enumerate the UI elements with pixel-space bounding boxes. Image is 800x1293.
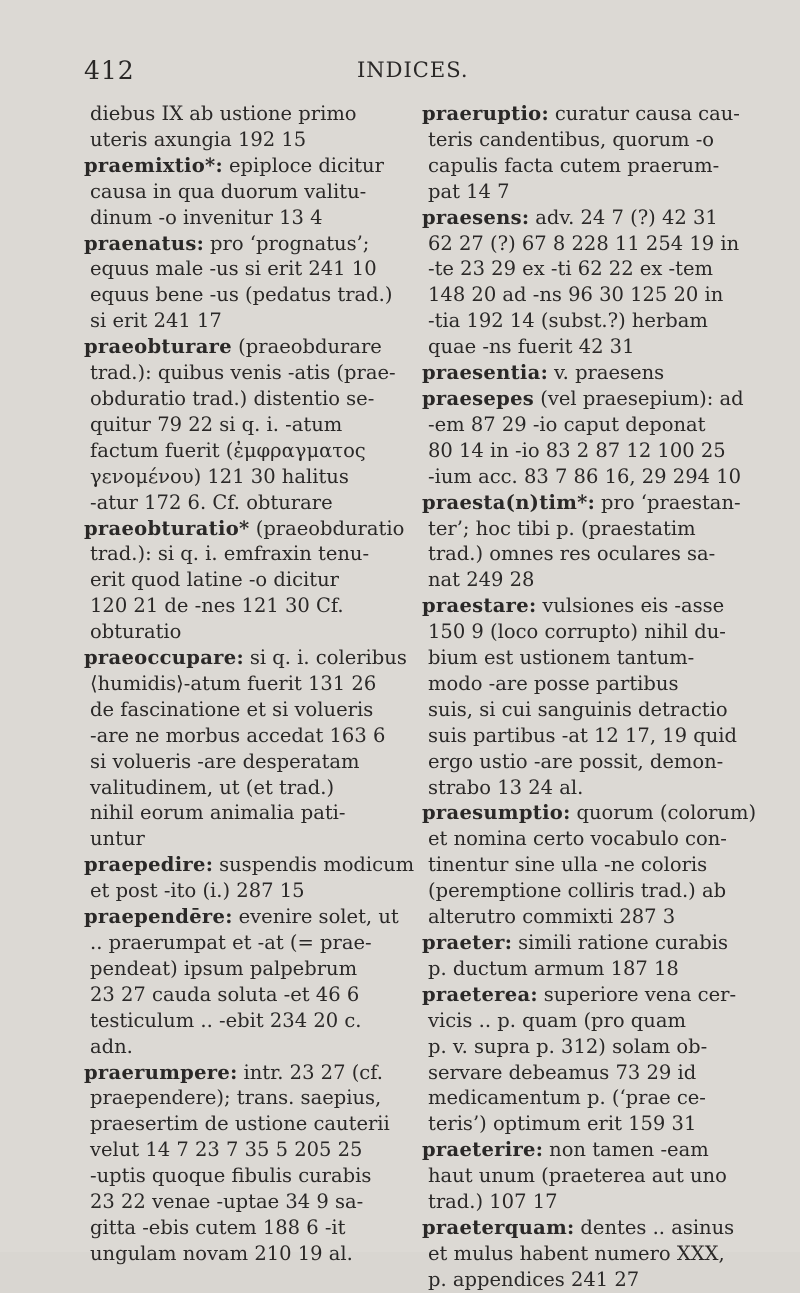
right-column xyxy=(422,101,757,1293)
entry-line: pat 14 7 xyxy=(428,179,510,203)
index-entry xyxy=(422,490,744,594)
entry-separator: : xyxy=(521,205,530,229)
index-entry xyxy=(422,360,744,386)
entry-line: de fascinatione et si volueris xyxy=(90,697,374,721)
entry-line: dinum -o invenitur 13 4 xyxy=(90,205,323,229)
entry-line: si erit 241 17 xyxy=(90,309,222,333)
entry-first-line xyxy=(84,516,405,542)
entry-headword: praeterquam xyxy=(422,1215,568,1239)
entry-separator: : xyxy=(567,1215,575,1239)
page-number: 412 xyxy=(84,56,135,85)
entry-first-line xyxy=(84,153,384,179)
entry-first-line xyxy=(84,852,415,878)
index-entry xyxy=(422,101,744,205)
entry-headword: praemixtio* xyxy=(84,153,216,177)
entry-first-line xyxy=(84,645,407,671)
entry-separator: : xyxy=(205,853,213,877)
entry-first-text: vulsiones eis -asse xyxy=(536,594,725,618)
entry-headword: praerumpere xyxy=(84,1060,231,1084)
entry-line: untur xyxy=(90,827,145,851)
entry-line: 62 27 (?) 67 8 228 11 254 19 in xyxy=(428,231,740,255)
entry-separator: : xyxy=(236,646,244,670)
entry-first-line xyxy=(422,490,744,516)
entry-line: et mulus habent numero XXX, xyxy=(428,1241,725,1265)
entry-first-text: (praeobduratio xyxy=(249,516,405,540)
entry-first-text: pro ‘prognatus’; xyxy=(203,231,370,255)
entry-headword: praenatus xyxy=(84,231,197,255)
entry-line: strabo 13 24 al. xyxy=(428,775,584,799)
entry-line: obduratio trad.) distentio se- xyxy=(90,386,375,410)
entry-line: (peremptione colliris trad.) ab xyxy=(428,879,727,903)
entry-headword: praeterire xyxy=(422,1138,536,1162)
entry-first-text: pro ‘praestan- xyxy=(594,490,741,514)
entry-line: .. praerumpat et -at (= prae- xyxy=(90,931,372,954)
entry-headword: praeterea xyxy=(422,982,531,1006)
entry-line: vicis .. p. quam (pro quam xyxy=(428,1008,686,1032)
index-entry xyxy=(84,645,407,852)
entry-separator: : xyxy=(563,801,571,825)
entry-line: causa in qua duorum valitu- xyxy=(90,179,367,203)
entry-line: ter’; hoc tibi p. (praestatim xyxy=(428,516,696,540)
entry-separator: : xyxy=(215,153,223,177)
entry-separator: : xyxy=(541,102,549,125)
entry-first-text: intr. 23 27 (cf. xyxy=(237,1060,383,1084)
entry-first-text: dentes .. asinus xyxy=(574,1215,735,1239)
entry-line: tinentur sine ulla -ne coloris xyxy=(428,853,708,877)
entry-line: nihil eorum animalia pati- xyxy=(90,801,346,825)
entry-first-text: non tamen -eam xyxy=(542,1138,709,1162)
entry-headword: praependēre xyxy=(84,905,226,929)
entry-line: valitudinem, ut (et trad.) xyxy=(90,775,335,799)
entry-line: quitur 79 22 si q. i. -atum xyxy=(90,412,343,436)
entry-separator: : xyxy=(540,361,548,385)
index-entry xyxy=(422,1215,744,1293)
entry-first-line xyxy=(422,930,744,956)
entry-line: 80 14 in -io 83 2 87 12 100 25 xyxy=(428,438,726,462)
entry-first-text: simili ratione curabis xyxy=(511,931,729,954)
entry-line: pendeat) ipsum palpebrum xyxy=(90,956,358,980)
entry-first-text: evenire solet, ut xyxy=(232,905,399,929)
entry-first-line xyxy=(84,334,382,360)
entry-line: bium est ustionem tantum- xyxy=(428,646,695,670)
entry-first-text: v. praesens xyxy=(547,361,665,385)
entry-headword: praestare xyxy=(422,594,529,618)
entry-line: 148 20 ad -ns 96 30 125 20 in xyxy=(428,283,724,307)
entry-first-line xyxy=(84,231,378,257)
entry-line: adn. xyxy=(90,1034,133,1058)
entry-line: 150 9 (loco corrupto) nihil du- xyxy=(428,620,726,644)
entry-line: et post -ito (i.) 287 15 xyxy=(90,879,305,903)
entry-line: servare debeamus 73 29 id xyxy=(428,1060,697,1084)
index-entry xyxy=(90,101,378,153)
index-entry xyxy=(84,153,384,231)
left-column xyxy=(84,101,415,1267)
entry-line: 23 22 venae -uptae 34 9 sa- xyxy=(90,1190,364,1214)
entry-line: diebus IX ab ustione primo xyxy=(90,102,357,125)
entry-line: teris’) optimum erit 159 31 xyxy=(428,1112,697,1136)
index-entry xyxy=(84,334,396,515)
entry-headword: praeruptio xyxy=(422,102,542,125)
entry-line: p. v. supra p. 312) solam ob- xyxy=(428,1034,708,1058)
entry-headword: praesta(n)tim* xyxy=(422,490,588,514)
entry-first-text: (praeobdurare xyxy=(231,335,382,359)
entry-separator: : xyxy=(196,231,204,255)
entry-line: obturatio xyxy=(90,620,182,644)
entry-first-line xyxy=(422,101,744,127)
entry-line: -atur 172 6. Cf. obturare xyxy=(90,490,333,514)
entry-separator: : xyxy=(230,1060,238,1084)
entry-separator: : xyxy=(530,982,538,1006)
entry-line: γενομένου) 121 30 halitus xyxy=(90,464,349,488)
index-entry xyxy=(84,516,405,646)
entry-line: teris candentibus, quorum -o xyxy=(428,127,715,151)
entry-first-text: si q. i. coleribus xyxy=(243,646,407,670)
entry-line: -te 23 29 ex -ti 62 22 ex -tem xyxy=(428,257,713,281)
index-entry xyxy=(422,982,744,1137)
entry-line: p. appendices 241 27 xyxy=(428,1267,640,1291)
index-entry xyxy=(422,386,744,490)
entry-line: -are ne morbus accedat 163 6 xyxy=(90,723,386,747)
entry-separator: : xyxy=(587,490,595,514)
entry-line: p. ductum armum 187 18 xyxy=(428,956,679,980)
entry-line: equus bene -us (pedatus trad.) xyxy=(90,283,393,307)
entry-line: si volueris -are desperatam xyxy=(90,749,360,773)
entry-headword: praepedire xyxy=(84,853,206,877)
entry-line: et nomina certo vocabulo con- xyxy=(428,827,727,851)
running-title: INDICES. xyxy=(357,58,469,82)
entry-separator: : xyxy=(504,931,512,954)
entry-line: erit quod latine -o dicitur xyxy=(90,568,339,592)
entry-line: 120 21 de -nes 121 30 Cf. xyxy=(90,594,344,618)
entry-separator: : xyxy=(225,905,233,929)
index-entry xyxy=(84,231,393,335)
entry-line: ungulam novam 210 19 al. xyxy=(90,1241,353,1265)
entry-line: trad.): si q. i. emfraxin tenu- xyxy=(90,542,370,566)
entry-line: ergo ustio -are possit, demon- xyxy=(428,749,724,773)
entry-line: quae -ns fuerit 42 31 xyxy=(428,335,635,359)
entry-line: nat 249 28 xyxy=(428,568,535,592)
entry-first-text: epiploce dicitur xyxy=(222,153,384,177)
entry-separator: : xyxy=(535,1138,543,1162)
entry-line: suis, si cui sanguinis detractio xyxy=(428,697,728,721)
entry-line: trad.) omnes res oculares sa- xyxy=(428,542,716,566)
entry-line: haut unum (praeterea aut uno xyxy=(428,1164,727,1188)
entry-first-line xyxy=(422,360,744,386)
entry-first-line xyxy=(422,593,744,619)
index-entry xyxy=(422,205,744,360)
index-entry xyxy=(422,1137,744,1215)
entry-first-text: quorum (colorum) xyxy=(570,801,757,825)
entry-line: ⟨humidis⟩-atum fuerit 131 26 xyxy=(90,671,377,695)
entry-first-text: curatur causa cau- xyxy=(548,102,740,125)
entry-line: velut 14 7 23 7 35 5 205 25 xyxy=(90,1138,363,1162)
entry-first-line xyxy=(422,205,744,231)
entry-first-line xyxy=(422,982,744,1008)
entry-line: 23 27 cauda soluta -et 46 6 xyxy=(90,982,360,1006)
entry-line: capulis facta cutem praerum- xyxy=(428,153,720,177)
entry-line: suis partibus -at 12 17, 19 quid xyxy=(428,723,738,747)
entry-headword: praeoccupare xyxy=(84,646,237,670)
entry-headword: praesens xyxy=(422,205,522,229)
entry-first-line xyxy=(84,1060,383,1086)
entry-first-line xyxy=(422,1215,744,1241)
entry-headword: praesentia xyxy=(422,361,541,385)
entry-line: modo -are posse partibus xyxy=(428,671,679,695)
entry-line: -tia 192 14 (subst.?) herbam xyxy=(428,309,708,333)
entry-separator: : xyxy=(528,594,537,618)
entry-line: testiculum .. -ebit 234 20 c. xyxy=(90,1008,362,1032)
entry-line: equus male -us si erit 241 10 xyxy=(90,257,377,281)
index-entry xyxy=(422,800,757,930)
entry-first-line xyxy=(422,800,757,826)
index-entry xyxy=(84,1060,390,1267)
entry-line: -uptis quoque fibulis curabis xyxy=(90,1164,372,1188)
entry-line: uteris axungia 192 15 xyxy=(90,127,307,151)
entry-line: factum fuerit (ἐμφραγματος xyxy=(90,438,366,462)
entry-line: trad.): quibus venis -atis (prae- xyxy=(90,361,396,385)
entry-line: -em 87 29 -io caput deponat xyxy=(428,412,706,436)
entry-headword: praesepes xyxy=(422,386,535,410)
entry-line: praesertim de ustione cauterii xyxy=(90,1112,390,1136)
entry-headword: praesumptio xyxy=(422,801,564,825)
running-header xyxy=(0,48,800,88)
entry-headword: praeobturatio* xyxy=(84,516,250,540)
index-entry xyxy=(84,904,399,1059)
entry-first-text: adv. 24 7 (?) 42 31 xyxy=(529,205,718,229)
entry-headword: praeobturare xyxy=(84,335,232,359)
entry-first-line xyxy=(84,904,399,930)
entry-first-line xyxy=(422,386,744,412)
entry-first-line xyxy=(422,1137,744,1163)
entry-first-text: superiore vena cer- xyxy=(537,982,737,1006)
index-entry xyxy=(422,930,744,982)
entry-line: -ium acc. 83 7 86 16, 29 294 10 xyxy=(428,464,742,488)
index-entry xyxy=(422,593,744,800)
entry-line: gitta -ebis cutem 188 6 -it xyxy=(90,1215,346,1239)
entry-first-text: (vel praesepium): ad xyxy=(534,386,744,410)
entry-line: alterutro commixti 287 3 xyxy=(428,905,676,929)
entry-line: trad.) 107 17 xyxy=(428,1190,558,1214)
index-entry xyxy=(84,852,415,904)
entry-line: praependere); trans. saepius, xyxy=(90,1086,382,1110)
entry-headword: praeter xyxy=(422,931,505,954)
entry-first-text: suspendis modicum xyxy=(212,853,415,877)
entry-line: medicamentum p. (‘prae ce- xyxy=(428,1086,706,1110)
